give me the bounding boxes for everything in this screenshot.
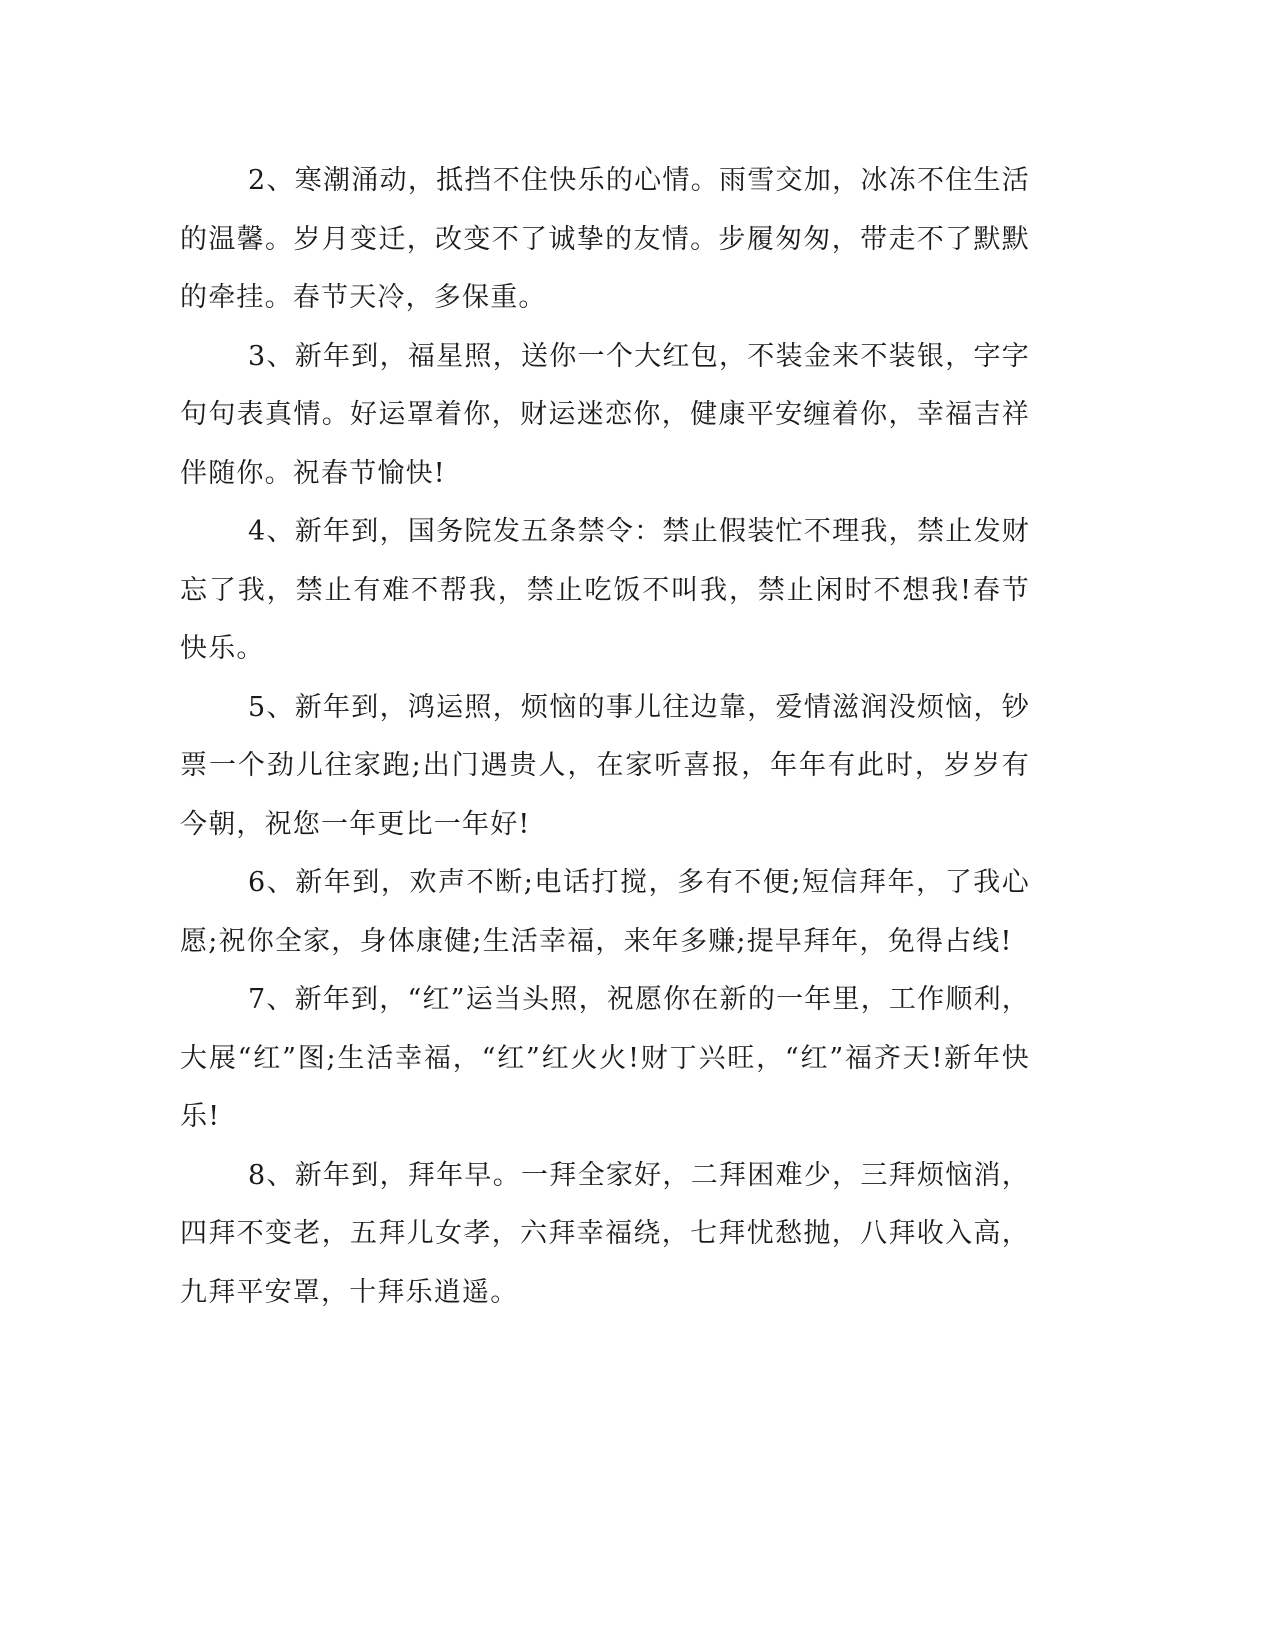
paragraph-5: 5、新年到，鸿运照，烦恼的事儿往边靠，爱情滋润没烦恼，钞票一个劲儿往家跑;出门遇贵人，在家听喜报，年年有此时，岁岁有今朝，祝您一年更比一年好! xyxy=(180,691,1030,840)
paragraph-6: 6、新年到，欢声不断;电话打搅，多有不便;短信拜年，了我心愿;祝你全家，身体康健;生活幸福，来年多赚;提早拜年，免得占线! xyxy=(180,867,1030,957)
paragraph-7: 7、新年到，“红”运当头照，祝愿你在新的一年里，工作顺利，大展“红”图;生活幸福，“红”红火火!财丁兴旺，“红”福齐天!新年快乐! xyxy=(180,984,1030,1132)
document-body xyxy=(180,152,1030,1322)
paragraph-4: 4、新年到，国务院发五条禁令：禁止假装忙不理我，禁止发财忘了我，禁止有难不帮我，禁止吃饭不叫我，禁止闲时不想我!春节快乐。 xyxy=(180,516,1030,664)
paragraph-2: 2、寒潮涌动，抵挡不住快乐的心情。雨雪交加，冰冻不住生活的温馨。岁月变迁，改变不了诚挚的友情。步履匆匆，带走不了默默的牵挂。春节天冷，多保重。 xyxy=(180,165,1030,313)
paragraph-3: 3、新年到，福星照，送你一个大红包，不装金来不装银，字字句句表真情。好运罩着你，财运迷恋你，健康平安缠着你，幸福吉祥伴随你。祝春节愉快! xyxy=(180,340,1030,489)
paragraph-8: 8、新年到，拜年早。一拜全家好，二拜困难少，三拜烦恼消，四拜不变老，五拜儿女孝，六拜幸福绕，七拜忧愁抛，八拜收入高，九拜平安罩，十拜乐逍遥。 xyxy=(180,1159,1030,1308)
